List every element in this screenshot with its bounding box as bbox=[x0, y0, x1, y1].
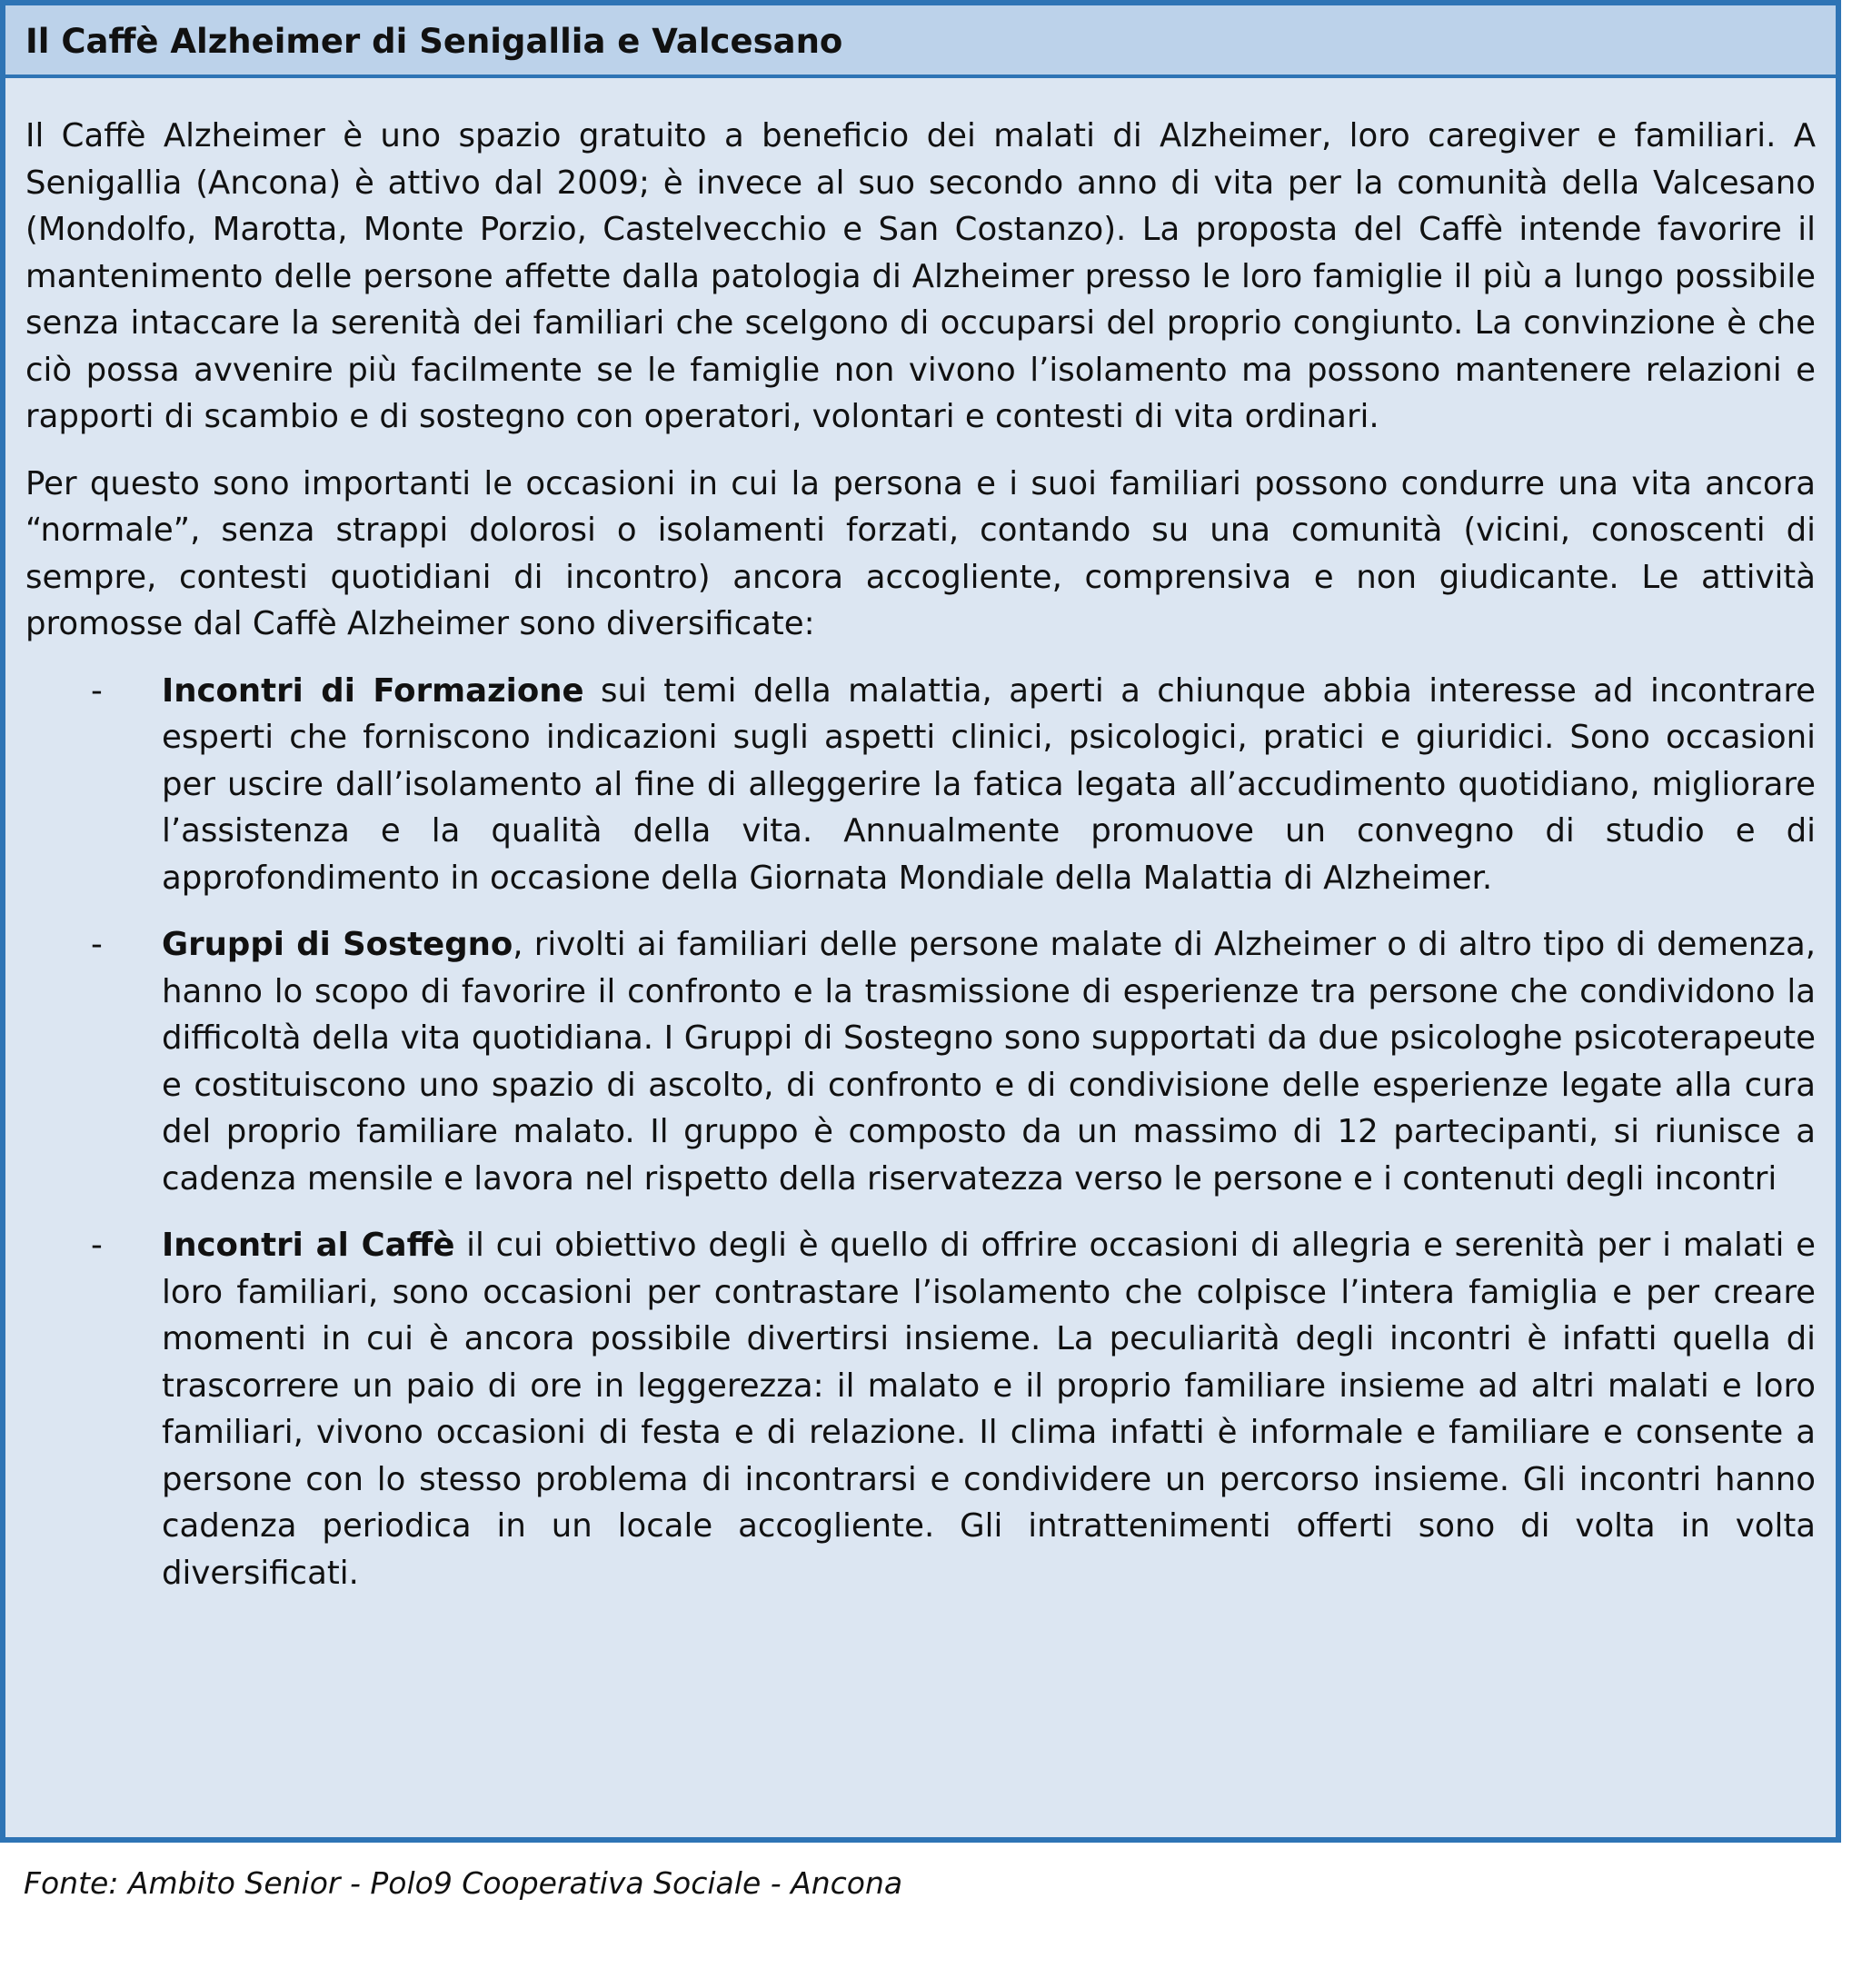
list-item-description: , rivolti ai familiari delle persone malate di Alzheimer o di altro tipo di demenza, hanno lo scopo di favorire il confronto e la trasmissione di esperienze tra persone che condividono la difficoltà della vita quotidiana. I Gruppi di Sostegno sono supportati da due psicologhe psicoterapeute e costituiscono uno spazio di ascolto, di confronto e di condivisione delle esperienze legate alla cura del proprio familiare malato. Il gruppo è composto da un massimo di 12 partecipanti, si riunisce a cadenza mensile e lavora nel rispetto della riservatezza verso le persone e i contenuti degli incontri bbox=[162, 926, 1816, 1198]
list-item-formazione bbox=[25, 668, 1816, 902]
list-item-text bbox=[162, 1222, 1816, 1596]
list-item-caffe bbox=[25, 1222, 1816, 1596]
list-item-description: sui temi della malattia, aperti a chiunque abbia interesse ad incontrare esperti che forniscono indicazioni sugli aspetti clinici, psicologici, pratici e giuridici. Sono occasioni per uscire dall’isolamento al fine di alleggerire la fatica legata all’accudimento quotidiano, migliorare l’assistenza e la qualità della vita. Annualmente promuove un convegno di studio e di approfondimento in occasione della Giornata Mondiale della Malattia di Alzheimer. bbox=[162, 671, 1816, 897]
list-item-sostegno bbox=[25, 921, 1816, 1202]
activities-paragraph: Per questo sono importanti le occasioni in cui la persona e i suoi familiari possono condurre una vita ancora “normale”, senza strappi dolorosi o isolamenti forzati, contando su una comunità (vicini, conoscenti di sempre, contesti quotidiani di incontro) ancora accogliente, comprensiva e non giudicante. Le attività promosse dal Caffè Alzheimer sono diversificate: bbox=[25, 464, 1816, 642]
list-item-description: il cui obiettivo degli è quello di offrire occasioni di allegria e serenità per i malati e loro familiari, sono occasioni per contrastare l’isolamento che colpisce l’intera famiglia e per creare momenti in cui è ancora possibile divertirsi insieme. La peculiarità degli incontri è infatti quella di trascorrere un paio di ore in leggerezza: il malato e il proprio familiare insieme ad altri malati e loro familiari, vivono occasioni di festa e di relazione. Il clima infatti è informale e familiare e consente a persone con lo stesso problema di incontrarsi e condividere un percorso insieme. Gli incontri hanno cadenza periodica in un locale accogliente. Gli intrattenimenti offerti sono di volta in volta diversificati. bbox=[162, 1227, 1816, 1592]
list-marker: - bbox=[91, 926, 103, 963]
list-item-title: Incontri di Formazione bbox=[162, 671, 584, 710]
list-item-text bbox=[162, 921, 1816, 1202]
box-title: Il Caffè Alzheimer di Senigallia e Valcesano bbox=[25, 22, 843, 61]
title-bar bbox=[5, 5, 1836, 78]
list-item-title: Incontri al Caffè bbox=[162, 1227, 455, 1264]
list-item-title: Gruppi di Sostegno bbox=[162, 926, 513, 963]
list-marker: - bbox=[91, 1227, 103, 1264]
source-note: Fonte: Ambito Senior - Polo9 Cooperativa Sociale - Ancona bbox=[24, 1865, 903, 1901]
intro-paragraph: Il Caffè Alzheimer è uno spazio gratuito a beneficio dei malati di Alzheimer, loro caregiver e familiari. A Senigallia (Ancona) è attivo dal 2009; è invece al suo secondo anno di vita per la comunità della Valcesano (Mondolfo, Marotta, Monte Porzio, Castelvecchio e San Costanzo). La proposta del Caffè intende favorire il mantenimento delle persone affette dalla patologia di Alzheimer presso le loro famiglie il più a lungo possibile senza intaccare la serenità dei familiari che scelgono di occuparsi del proprio congiunto. La convinzione è che ciò possa avvenire più facilmente se le famiglie non vivono l’isolamento ma possono mantenere relazioni e rapporti di scambio e di sostegno con operatori, volontari e contesti di vita ordinari. bbox=[25, 117, 1816, 435]
box-body bbox=[25, 113, 1816, 1616]
list-item-text bbox=[162, 668, 1816, 902]
activities-list bbox=[25, 668, 1816, 1597]
list-marker: - bbox=[91, 671, 103, 710]
